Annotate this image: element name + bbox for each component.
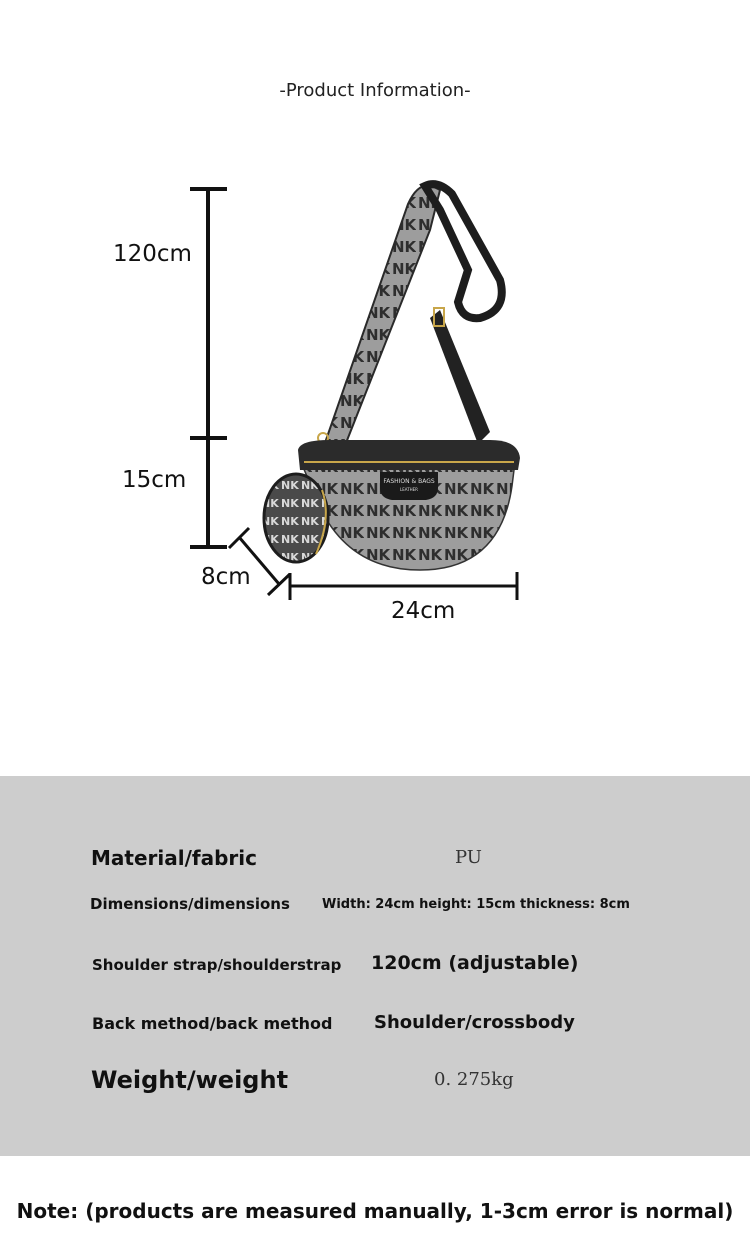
spec-value-shoulder-strap: 120cm (adjustable) [371,952,579,974]
thickness-label: 8cm [201,564,251,590]
spec-value-weight: 0. 275kg [434,1069,514,1090]
badge-subtext: LEATHER [400,487,418,492]
coin-pouch [264,474,328,562]
height-dimension-line [190,189,227,547]
spec-label-dimensions: Dimensions/dimensions [90,895,290,913]
bag-body [298,440,520,570]
spec-label-shoulder-strap: Shoulder strap/shoulderstrap [92,956,342,974]
height-label: 15cm [122,467,187,493]
width-dimension-line [290,572,517,600]
section-title: -Product Information- [279,80,471,101]
product-dimension-figure [0,170,750,640]
spec-value-dimensions: Width: 24cm height: 15cm thickness: 8cm [322,897,630,912]
spec-label-back-method: Back method/back method [92,1014,333,1033]
width-label: 24cm [391,598,456,624]
spec-value-material: PU [455,847,482,868]
badge-text: FASHION & BAGS [383,478,435,485]
strap-length-label: 120cm [113,241,192,267]
spec-value-back-method: Shoulder/crossbody [374,1012,575,1033]
shoulder-strap [318,184,502,448]
spec-table [0,776,750,1156]
spec-label-weight: Weight/weight [91,1066,289,1094]
measurement-note: Note: (products are measured manually, 1-3cm error is normal) [16,1199,734,1223]
spec-label-material: Material/fabric [91,846,257,870]
